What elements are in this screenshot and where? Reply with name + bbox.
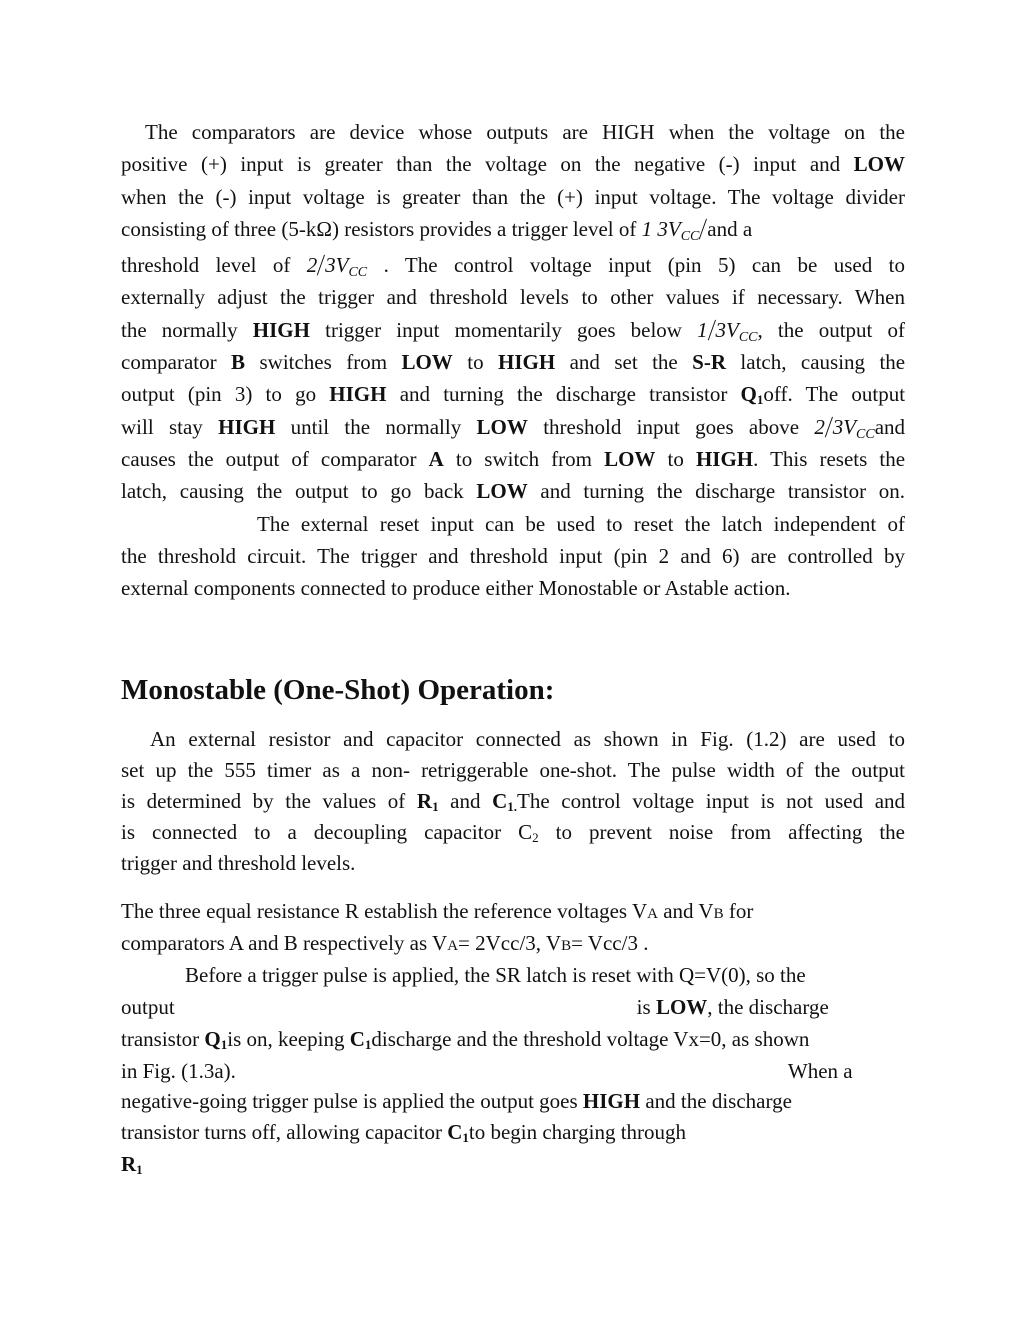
p1-line-9: output (pin 3) to go HIGH and turning the discharge transistor $Q_1off$. The output bbox=[121, 382, 906, 408]
p3-line-3: Before a trigger pulse is applied, the SR latch is reset with Q=V(0), so the bbox=[185, 963, 806, 987]
p2-line-5: trigger and threshold levels. bbox=[121, 851, 356, 875]
p2-line-4: is connected to a decoupling capacitor $C_2$ to prevent noise from affecting the bbox=[121, 820, 905, 845]
paragraph-monostable bbox=[121, 724, 905, 879]
p1-line-5: threshold level of 2/3VCC . The control voltage input (pin 5) can be used to bbox=[121, 247, 905, 283]
p1-line-15: external components connected to produce either Monostable or Astable action. bbox=[121, 576, 791, 601]
p1-line-13: The external reset input can be used to reset the latch independent of bbox=[257, 511, 905, 536]
p1-line-14: the threshold circuit. The trigger and threshold input (pin 2 and 6) are controlled by bbox=[121, 543, 905, 568]
p3-line-4: output is LOW, the discharge bbox=[121, 995, 829, 1019]
fraction-one-third-vcc-2: 1/3VCC bbox=[697, 312, 758, 348]
p1-line-2: positive (+) input is greater than the voltage on the negative (-) input and LOW bbox=[121, 152, 905, 177]
paragraph-reference-voltages bbox=[121, 895, 905, 1180]
p2-line-2: set up the 555 timer as a non- retriggerable one-shot. The pulse width of the output bbox=[121, 758, 905, 782]
p1-line-7: the normally HIGH trigger input momentarily goes below 1/3VCC, the output of bbox=[121, 312, 906, 348]
p1-line-4: consisting of three (5-kΩ) resistors provides a trigger level of 1 3VCC/and a bbox=[121, 211, 753, 247]
p3-line-1: The three equal resistance R establish the reference voltages VA and VB for bbox=[121, 899, 754, 923]
fraction-two-thirds-vcc: 2/3VCC bbox=[306, 247, 368, 283]
p3-line-9: $R_1$ bbox=[121, 1152, 143, 1177]
p1-line-1: The comparators are device whose outputs are HIGH when the voltage on the bbox=[145, 120, 905, 144]
p1-line-8: comparator B switches from LOW to HIGH and set the S-R latch, causing the bbox=[121, 350, 906, 375]
paragraph-comparators bbox=[121, 116, 905, 604]
p1-line-6: externally adjust the trigger and threshold levels to other values if necessary. When bbox=[121, 285, 905, 310]
p1-line-12: latch, causing the output to go back LOW and turning the discharge transistor on. bbox=[121, 479, 906, 504]
p2-line-3: is determined by the values of $R_1$ and $C_{1.}The$ control voltage input is not used and bbox=[121, 789, 906, 814]
p3-line-5: transistor $Q_1is$ on, keeping $C_1discharge$ and the threshold voltage Vx=0, as shown bbox=[121, 1027, 810, 1052]
p2-line-1: An external resistor and capacitor connected as shown in Fig. (1.2) are used to bbox=[150, 727, 905, 751]
p3-line-8: transistor turns off, allowing capacitor $C_1to$ begin charging through bbox=[121, 1120, 687, 1145]
section-heading: Monostable (One-Shot) Operation: bbox=[121, 674, 555, 706]
p1-line-11: causes the output of comparator A to switch from LOW to HIGH. This resets the bbox=[121, 446, 906, 471]
fraction-one-third-vcc: 1 3VCC bbox=[641, 216, 700, 244]
p3-line-2: comparators A and B respectively as VA= 2Vcc/3, VB= Vcc/3 . bbox=[121, 931, 649, 955]
p3-line-7: negative-going trigger pulse is applied the output goes HIGH and the discharge bbox=[121, 1089, 792, 1113]
p3-line-6: in Fig. (1.3a). When a bbox=[121, 1059, 853, 1083]
fraction-two-thirds-vcc-2: 2/3VCC bbox=[814, 409, 875, 445]
p1-line-3: when the (-) input voltage is greater than the (+) input voltage. The voltage divider bbox=[121, 184, 905, 209]
p1-line-10: will stay HIGH until the normally LOW threshold input goes above 2/3VCCand bbox=[121, 409, 906, 445]
